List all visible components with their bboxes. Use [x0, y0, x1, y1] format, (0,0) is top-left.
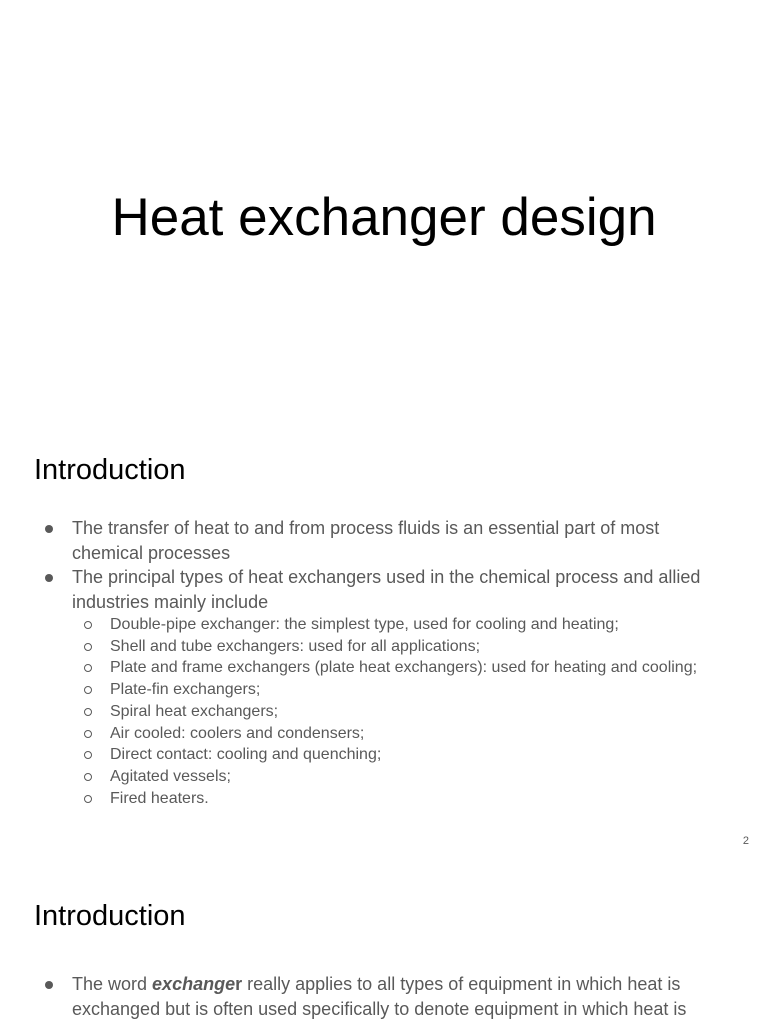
introduction-slide [0, 432, 768, 864]
sub-bullet-text: Fired heaters. [110, 789, 209, 807]
bullet-icon [45, 574, 53, 582]
bullet-list [0, 972, 768, 1021]
sub-bullet-text: Spiral heat exchangers; [110, 702, 279, 720]
sub-bullet-item [72, 701, 708, 723]
emphasized-term: exchange [152, 974, 236, 994]
sub-bullet-text: Agitated vessels; [110, 767, 231, 785]
hollow-bullet-icon [84, 643, 92, 651]
introduction-slide-continued [0, 864, 768, 1024]
hollow-bullet-icon [84, 730, 92, 738]
bullet-text: The principal types of heat exchangers used in the chemical process and allied industries mainly include [72, 567, 701, 612]
sub-bullet-item [72, 657, 708, 679]
bullet-text: The transfer of heat to and from process fluids is an essential part of most chemical processes [72, 518, 660, 563]
sub-bullet-item [72, 766, 708, 788]
sub-bullet-item [72, 614, 708, 636]
page-number: 2 [742, 835, 749, 847]
sub-bullet-text: Double-pipe exchanger: the simplest type, used for cooling and heating; [110, 616, 619, 633]
title-slide [0, 0, 768, 432]
bullet-list [0, 516, 768, 809]
emphasized-term-tail: r [235, 974, 243, 994]
hollow-bullet-icon [84, 795, 92, 803]
sub-bullet-text: Plate-fin exchangers; [110, 681, 261, 699]
slide-title: Introduction [34, 454, 186, 486]
bullet-icon [45, 525, 53, 533]
sub-bullet-item [72, 744, 708, 766]
bullet-item [0, 972, 768, 1021]
slide-title: Introduction [34, 900, 186, 932]
hollow-bullet-icon [84, 664, 92, 672]
sub-bullet-item [72, 636, 708, 658]
sub-bullet-item [72, 788, 708, 810]
hollow-bullet-icon [84, 773, 92, 781]
hollow-bullet-icon [84, 621, 92, 629]
hollow-bullet-icon [84, 708, 92, 716]
sub-bullet-text: Plate and frame exchangers (plate heat exchangers): used for heating and cooling; [110, 659, 698, 677]
sub-bullet-text: Direct contact: cooling and quenching; [110, 746, 382, 764]
sub-bullet-text: Shell and tube exchangers: used for all applications; [110, 637, 481, 655]
sub-bullet-item [72, 723, 708, 745]
hollow-bullet-icon [84, 686, 92, 694]
bullet-icon [45, 981, 53, 989]
bullet-item [0, 565, 768, 809]
bullet-text-prefix: The word [72, 974, 153, 994]
bullet-item [0, 516, 768, 565]
presentation-title: Heat exchanger design [111, 188, 657, 247]
bullet-text-suffix: really applies to all types of equipment in which heat is exchanged but is often used specifically to denote equipment in which heat is [72, 974, 687, 1019]
hollow-bullet-icon [84, 751, 92, 759]
sub-bullet-text: Air cooled: coolers and condensers; [110, 724, 365, 742]
sub-bullet-item [72, 679, 708, 701]
sub-bullet-list [72, 614, 708, 809]
